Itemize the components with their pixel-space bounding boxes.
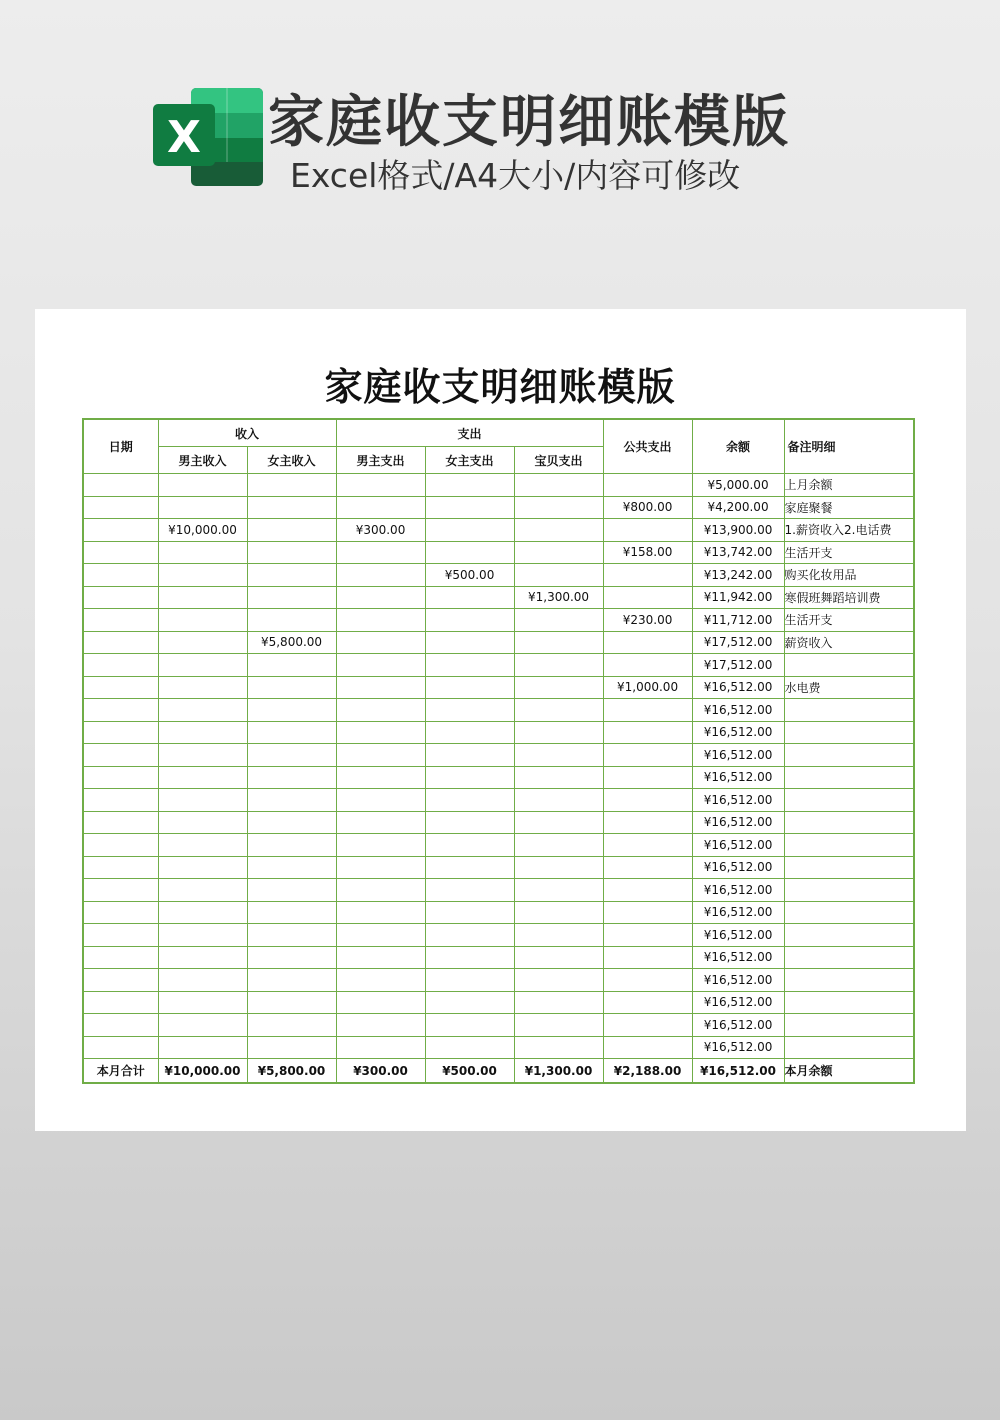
cell-male-income[interactable] bbox=[158, 676, 247, 699]
table-row bbox=[83, 609, 914, 632]
cell-female-income[interactable] bbox=[247, 1036, 336, 1059]
cell-male-expense[interactable] bbox=[336, 1036, 425, 1059]
cell-baby-expense[interactable] bbox=[514, 856, 603, 879]
cell-baby-expense[interactable] bbox=[514, 541, 603, 564]
excel-logo-icon bbox=[153, 86, 263, 188]
cell-public-expense[interactable] bbox=[603, 744, 692, 767]
cell-male-expense[interactable] bbox=[336, 744, 425, 767]
header-baby-expense: 宝贝支出 bbox=[514, 447, 603, 474]
cell-male-expense[interactable]: ¥300.00 bbox=[336, 519, 425, 542]
header-public-expense: 公共支出 bbox=[603, 419, 692, 474]
cell-male-income[interactable] bbox=[158, 946, 247, 969]
cell-female-income[interactable] bbox=[247, 901, 336, 924]
cell-balance[interactable]: ¥11,712.00 bbox=[692, 609, 784, 632]
cell-female-expense[interactable] bbox=[425, 721, 514, 744]
cell-public-expense[interactable] bbox=[603, 834, 692, 857]
cell-public-expense[interactable]: ¥230.00 bbox=[603, 609, 692, 632]
cell-baby-expense[interactable] bbox=[514, 834, 603, 857]
cell-public-expense[interactable] bbox=[603, 1014, 692, 1037]
cell-female-expense[interactable] bbox=[425, 969, 514, 992]
cell-note[interactable]: 水电费 bbox=[784, 676, 914, 699]
cell-note[interactable] bbox=[784, 856, 914, 879]
cell-male-expense[interactable] bbox=[336, 766, 425, 789]
cell-female-income[interactable] bbox=[247, 834, 336, 857]
cell-note[interactable] bbox=[784, 789, 914, 812]
cell-female-expense[interactable]: ¥500.00 bbox=[425, 564, 514, 587]
cell-public-expense[interactable] bbox=[603, 856, 692, 879]
cell-female-expense[interactable] bbox=[425, 924, 514, 947]
cell-public-expense[interactable] bbox=[603, 699, 692, 722]
cell-balance[interactable]: ¥16,512.00 bbox=[692, 676, 784, 699]
table-row bbox=[83, 991, 914, 1014]
cell-female-income[interactable] bbox=[247, 744, 336, 767]
cell-note[interactable] bbox=[784, 654, 914, 677]
table-row bbox=[83, 564, 914, 587]
table-row bbox=[83, 519, 914, 542]
cell-female-expense[interactable] bbox=[425, 1014, 514, 1037]
cell-male-income[interactable] bbox=[158, 969, 247, 992]
cell-female-income[interactable] bbox=[247, 474, 336, 497]
cell-male-income[interactable]: ¥10,000.00 bbox=[158, 519, 247, 542]
cell-balance[interactable]: ¥16,512.00 bbox=[692, 924, 784, 947]
cell-public-expense[interactable] bbox=[603, 879, 692, 902]
table-row bbox=[83, 1014, 914, 1037]
cell-note[interactable] bbox=[784, 924, 914, 947]
cell-date[interactable] bbox=[83, 721, 158, 744]
cell-male-income[interactable] bbox=[158, 654, 247, 677]
cell-public-expense[interactable] bbox=[603, 474, 692, 497]
cell-date[interactable] bbox=[83, 654, 158, 677]
header-income: 收入 bbox=[158, 419, 336, 447]
cell-male-income[interactable] bbox=[158, 586, 247, 609]
table-row bbox=[83, 946, 914, 969]
cell-date[interactable] bbox=[83, 789, 158, 812]
cell-public-expense[interactable]: ¥158.00 bbox=[603, 541, 692, 564]
cell-date[interactable] bbox=[83, 879, 158, 902]
cell-public-expense[interactable] bbox=[603, 1036, 692, 1059]
cell-female-income[interactable] bbox=[247, 811, 336, 834]
cell-note[interactable] bbox=[784, 1014, 914, 1037]
cell-female-expense[interactable] bbox=[425, 766, 514, 789]
cell-female-income[interactable] bbox=[247, 946, 336, 969]
cell-baby-expense[interactable]: ¥1,300.00 bbox=[514, 586, 603, 609]
table-row bbox=[83, 744, 914, 767]
table-row bbox=[83, 969, 914, 992]
total-balance[interactable]: ¥16,512.00 bbox=[692, 1059, 784, 1084]
cell-date[interactable] bbox=[83, 991, 158, 1014]
cell-public-expense[interactable] bbox=[603, 901, 692, 924]
cell-date[interactable] bbox=[83, 519, 158, 542]
cell-male-income[interactable] bbox=[158, 991, 247, 1014]
cell-balance[interactable]: ¥16,512.00 bbox=[692, 789, 784, 812]
cell-female-expense[interactable] bbox=[425, 879, 514, 902]
total-row bbox=[83, 1059, 914, 1084]
cell-balance[interactable]: ¥16,512.00 bbox=[692, 879, 784, 902]
cell-female-expense[interactable] bbox=[425, 811, 514, 834]
cell-female-expense[interactable] bbox=[425, 744, 514, 767]
cell-public-expense[interactable]: ¥1,000.00 bbox=[603, 676, 692, 699]
cell-female-income[interactable] bbox=[247, 541, 336, 564]
cell-male-income[interactable] bbox=[158, 721, 247, 744]
cell-date[interactable] bbox=[83, 924, 158, 947]
cell-balance[interactable]: ¥4,200.00 bbox=[692, 496, 784, 519]
cell-baby-expense[interactable] bbox=[514, 564, 603, 587]
cell-male-expense[interactable] bbox=[336, 609, 425, 632]
total-female-income[interactable]: ¥5,800.00 bbox=[247, 1059, 336, 1084]
cell-female-expense[interactable] bbox=[425, 789, 514, 812]
cell-date[interactable] bbox=[83, 856, 158, 879]
cell-date[interactable] bbox=[83, 699, 158, 722]
cell-note[interactable] bbox=[784, 766, 914, 789]
cell-public-expense[interactable]: ¥800.00 bbox=[603, 496, 692, 519]
cell-female-income[interactable] bbox=[247, 564, 336, 587]
cell-date[interactable] bbox=[83, 541, 158, 564]
cell-date[interactable] bbox=[83, 744, 158, 767]
cell-female-income[interactable] bbox=[247, 991, 336, 1014]
header-male-income: 男主收入 bbox=[158, 447, 247, 474]
cell-male-income[interactable] bbox=[158, 564, 247, 587]
cell-public-expense[interactable] bbox=[603, 811, 692, 834]
cell-public-expense[interactable] bbox=[603, 969, 692, 992]
cell-note[interactable] bbox=[784, 991, 914, 1014]
cell-balance[interactable]: ¥16,512.00 bbox=[692, 744, 784, 767]
table-row bbox=[83, 676, 914, 699]
cell-male-income[interactable] bbox=[158, 901, 247, 924]
cell-male-expense[interactable] bbox=[336, 564, 425, 587]
cell-date[interactable] bbox=[83, 969, 158, 992]
cell-date[interactable] bbox=[83, 1036, 158, 1059]
cell-baby-expense[interactable] bbox=[514, 811, 603, 834]
cell-balance[interactable]: ¥11,942.00 bbox=[692, 586, 784, 609]
cell-balance[interactable]: ¥13,742.00 bbox=[692, 541, 784, 564]
cell-public-expense[interactable] bbox=[603, 586, 692, 609]
cell-baby-expense[interactable] bbox=[514, 631, 603, 654]
cell-female-expense[interactable] bbox=[425, 676, 514, 699]
cell-male-income[interactable] bbox=[158, 1014, 247, 1037]
cell-female-income[interactable] bbox=[247, 969, 336, 992]
cell-male-expense[interactable] bbox=[336, 924, 425, 947]
cell-male-expense[interactable] bbox=[336, 541, 425, 564]
cell-female-income[interactable] bbox=[247, 676, 336, 699]
cell-female-expense[interactable] bbox=[425, 631, 514, 654]
table-row bbox=[83, 496, 914, 519]
cell-female-income[interactable] bbox=[247, 519, 336, 542]
table-row bbox=[83, 766, 914, 789]
cell-male-income[interactable] bbox=[158, 924, 247, 947]
total-note[interactable]: 本月余额 bbox=[784, 1059, 914, 1084]
cell-baby-expense[interactable] bbox=[514, 519, 603, 542]
cell-public-expense[interactable] bbox=[603, 766, 692, 789]
cell-baby-expense[interactable] bbox=[514, 1014, 603, 1037]
cell-male-expense[interactable] bbox=[336, 721, 425, 744]
cell-female-income[interactable] bbox=[247, 586, 336, 609]
cell-baby-expense[interactable] bbox=[514, 991, 603, 1014]
cell-male-income[interactable] bbox=[158, 609, 247, 632]
cell-baby-expense[interactable] bbox=[514, 969, 603, 992]
cell-male-income[interactable] bbox=[158, 699, 247, 722]
cell-female-expense[interactable] bbox=[425, 856, 514, 879]
cell-male-expense[interactable] bbox=[336, 991, 425, 1014]
cell-baby-expense[interactable] bbox=[514, 901, 603, 924]
total-baby-expense[interactable]: ¥1,300.00 bbox=[514, 1059, 603, 1084]
cell-female-expense[interactable] bbox=[425, 496, 514, 519]
ledger-table bbox=[82, 418, 915, 1084]
cell-baby-expense[interactable] bbox=[514, 744, 603, 767]
cell-male-expense[interactable] bbox=[336, 699, 425, 722]
header-female-income: 女主收入 bbox=[247, 447, 336, 474]
table-row bbox=[83, 879, 914, 902]
cell-balance[interactable]: ¥16,512.00 bbox=[692, 969, 784, 992]
cell-female-expense[interactable] bbox=[425, 946, 514, 969]
total-female-expense[interactable]: ¥500.00 bbox=[425, 1059, 514, 1084]
table-row bbox=[83, 654, 914, 677]
cell-female-expense[interactable] bbox=[425, 901, 514, 924]
cell-female-income[interactable] bbox=[247, 699, 336, 722]
cell-date[interactable] bbox=[83, 564, 158, 587]
cell-male-income[interactable] bbox=[158, 789, 247, 812]
cell-baby-expense[interactable] bbox=[514, 879, 603, 902]
cell-note[interactable]: 薪资收入 bbox=[784, 631, 914, 654]
cell-balance[interactable]: ¥16,512.00 bbox=[692, 721, 784, 744]
cell-female-income[interactable] bbox=[247, 1014, 336, 1037]
cell-balance[interactable]: ¥16,512.00 bbox=[692, 1014, 784, 1037]
total-date[interactable]: 本月合计 bbox=[83, 1059, 158, 1084]
cell-female-expense[interactable] bbox=[425, 991, 514, 1014]
cell-male-income[interactable] bbox=[158, 811, 247, 834]
cell-date[interactable] bbox=[83, 1014, 158, 1037]
banner-subtitle: Excel格式/A4大小/内容可修改 bbox=[290, 156, 741, 195]
cell-male-expense[interactable] bbox=[336, 631, 425, 654]
cell-note[interactable] bbox=[784, 879, 914, 902]
cell-male-income[interactable] bbox=[158, 879, 247, 902]
cell-baby-expense[interactable] bbox=[514, 946, 603, 969]
cell-date[interactable] bbox=[83, 676, 158, 699]
cell-male-income[interactable] bbox=[158, 496, 247, 519]
table-row bbox=[83, 856, 914, 879]
cell-female-income[interactable] bbox=[247, 654, 336, 677]
cell-note[interactable] bbox=[784, 744, 914, 767]
cell-note[interactable]: 上月余额 bbox=[784, 474, 914, 497]
cell-note[interactable]: 家庭聚餐 bbox=[784, 496, 914, 519]
cell-note[interactable]: 生活开支 bbox=[784, 541, 914, 564]
cell-male-expense[interactable] bbox=[336, 496, 425, 519]
cell-baby-expense[interactable] bbox=[514, 496, 603, 519]
cell-male-income[interactable] bbox=[158, 856, 247, 879]
cell-baby-expense[interactable] bbox=[514, 654, 603, 677]
cell-male-income[interactable] bbox=[158, 834, 247, 857]
cell-date[interactable] bbox=[83, 609, 158, 632]
cell-male-expense[interactable] bbox=[336, 586, 425, 609]
cell-date[interactable] bbox=[83, 834, 158, 857]
cell-public-expense[interactable] bbox=[603, 519, 692, 542]
cell-public-expense[interactable] bbox=[603, 721, 692, 744]
cell-note[interactable] bbox=[784, 811, 914, 834]
cell-date[interactable] bbox=[83, 586, 158, 609]
cell-note[interactable] bbox=[784, 699, 914, 722]
total-public-expense[interactable]: ¥2,188.00 bbox=[603, 1059, 692, 1084]
excel-logo-letter: X bbox=[167, 112, 201, 163]
cell-female-income[interactable] bbox=[247, 789, 336, 812]
cell-balance[interactable]: ¥17,512.00 bbox=[692, 654, 784, 677]
cell-male-expense[interactable] bbox=[336, 969, 425, 992]
cell-balance[interactable]: ¥16,512.00 bbox=[692, 1036, 784, 1059]
cell-female-expense[interactable] bbox=[425, 519, 514, 542]
cell-male-expense[interactable] bbox=[336, 834, 425, 857]
header-balance: 余额 bbox=[692, 419, 784, 474]
cell-male-income[interactable] bbox=[158, 766, 247, 789]
table-row bbox=[83, 901, 914, 924]
cell-baby-expense[interactable] bbox=[514, 1036, 603, 1059]
cell-balance[interactable]: ¥13,242.00 bbox=[692, 564, 784, 587]
cell-male-expense[interactable] bbox=[336, 856, 425, 879]
cell-male-expense[interactable] bbox=[336, 901, 425, 924]
cell-balance[interactable]: ¥16,512.00 bbox=[692, 834, 784, 857]
cell-balance[interactable]: ¥13,900.00 bbox=[692, 519, 784, 542]
cell-note[interactable]: 购买化妆用品 bbox=[784, 564, 914, 587]
cell-public-expense[interactable] bbox=[603, 789, 692, 812]
cell-date[interactable] bbox=[83, 901, 158, 924]
cell-public-expense[interactable] bbox=[603, 631, 692, 654]
table-row bbox=[83, 474, 914, 497]
cell-public-expense[interactable] bbox=[603, 564, 692, 587]
header-female-expense: 女主支出 bbox=[425, 447, 514, 474]
cell-balance[interactable]: ¥16,512.00 bbox=[692, 699, 784, 722]
cell-female-expense[interactable] bbox=[425, 1036, 514, 1059]
cell-note[interactable]: 生活开支 bbox=[784, 609, 914, 632]
cell-male-expense[interactable] bbox=[336, 811, 425, 834]
total-male-expense[interactable]: ¥300.00 bbox=[336, 1059, 425, 1084]
cell-note[interactable] bbox=[784, 834, 914, 857]
total-male-income[interactable]: ¥10,000.00 bbox=[158, 1059, 247, 1084]
cell-baby-expense[interactable] bbox=[514, 474, 603, 497]
cell-balance[interactable]: ¥16,512.00 bbox=[692, 766, 784, 789]
cell-male-expense[interactable] bbox=[336, 789, 425, 812]
cell-date[interactable] bbox=[83, 811, 158, 834]
table-row bbox=[83, 789, 914, 812]
cell-female-expense[interactable] bbox=[425, 654, 514, 677]
table-row bbox=[83, 924, 914, 947]
cell-balance[interactable]: ¥16,512.00 bbox=[692, 901, 784, 924]
cell-balance[interactable]: ¥5,000.00 bbox=[692, 474, 784, 497]
cell-public-expense[interactable] bbox=[603, 991, 692, 1014]
table-row bbox=[83, 541, 914, 564]
cell-male-expense[interactable] bbox=[336, 879, 425, 902]
cell-baby-expense[interactable] bbox=[514, 924, 603, 947]
cell-baby-expense[interactable] bbox=[514, 721, 603, 744]
cell-male-income[interactable] bbox=[158, 631, 247, 654]
ledger-body bbox=[83, 474, 914, 1084]
cell-female-income[interactable]: ¥5,800.00 bbox=[247, 631, 336, 654]
table-row bbox=[83, 834, 914, 857]
table-row bbox=[83, 721, 914, 744]
cell-note[interactable]: 寒假班舞蹈培训费 bbox=[784, 586, 914, 609]
cell-note[interactable] bbox=[784, 969, 914, 992]
header-note: 备注明细 bbox=[784, 419, 914, 474]
cell-female-expense[interactable] bbox=[425, 586, 514, 609]
cell-male-expense[interactable] bbox=[336, 474, 425, 497]
cell-female-income[interactable] bbox=[247, 609, 336, 632]
sheet-title: 家庭收支明细账模版 bbox=[324, 365, 676, 409]
cell-balance[interactable]: ¥16,512.00 bbox=[692, 811, 784, 834]
header-male-expense: 男主支出 bbox=[336, 447, 425, 474]
cell-note[interactable] bbox=[784, 946, 914, 969]
cell-male-expense[interactable] bbox=[336, 1014, 425, 1037]
cell-baby-expense[interactable] bbox=[514, 609, 603, 632]
cell-balance[interactable]: ¥17,512.00 bbox=[692, 631, 784, 654]
cell-balance[interactable]: ¥16,512.00 bbox=[692, 991, 784, 1014]
table-row bbox=[83, 699, 914, 722]
cell-female-income[interactable] bbox=[247, 721, 336, 744]
cell-date[interactable] bbox=[83, 766, 158, 789]
cell-baby-expense[interactable] bbox=[514, 699, 603, 722]
cell-date[interactable] bbox=[83, 474, 158, 497]
cell-public-expense[interactable] bbox=[603, 946, 692, 969]
cell-baby-expense[interactable] bbox=[514, 676, 603, 699]
cell-male-expense[interactable] bbox=[336, 946, 425, 969]
table-row bbox=[83, 586, 914, 609]
cell-baby-expense[interactable] bbox=[514, 766, 603, 789]
cell-public-expense[interactable] bbox=[603, 654, 692, 677]
header-row-1 bbox=[83, 419, 914, 447]
table-row bbox=[83, 1036, 914, 1059]
cell-balance[interactable]: ¥16,512.00 bbox=[692, 946, 784, 969]
cell-female-income[interactable] bbox=[247, 879, 336, 902]
header-expense: 支出 bbox=[336, 419, 603, 447]
cell-public-expense[interactable] bbox=[603, 924, 692, 947]
cell-male-income[interactable] bbox=[158, 541, 247, 564]
cell-female-income[interactable] bbox=[247, 496, 336, 519]
cell-note[interactable] bbox=[784, 901, 914, 924]
cell-male-income[interactable] bbox=[158, 474, 247, 497]
cell-male-expense[interactable] bbox=[336, 676, 425, 699]
cell-date[interactable] bbox=[83, 946, 158, 969]
cell-female-expense[interactable] bbox=[425, 541, 514, 564]
cell-female-income[interactable] bbox=[247, 766, 336, 789]
cell-balance[interactable]: ¥16,512.00 bbox=[692, 856, 784, 879]
cell-date[interactable] bbox=[83, 631, 158, 654]
cell-male-income[interactable] bbox=[158, 744, 247, 767]
cell-male-expense[interactable] bbox=[336, 654, 425, 677]
cell-female-expense[interactable] bbox=[425, 699, 514, 722]
cell-note[interactable] bbox=[784, 1036, 914, 1059]
cell-female-expense[interactable] bbox=[425, 834, 514, 857]
cell-baby-expense[interactable] bbox=[514, 789, 603, 812]
banner-title: 家庭收支明细账模版 bbox=[268, 90, 790, 155]
cell-female-income[interactable] bbox=[247, 856, 336, 879]
cell-note[interactable] bbox=[784, 721, 914, 744]
header-date: 日期 bbox=[83, 419, 158, 474]
cell-female-income[interactable] bbox=[247, 924, 336, 947]
cell-female-expense[interactable] bbox=[425, 609, 514, 632]
table-row bbox=[83, 631, 914, 654]
cell-male-income[interactable] bbox=[158, 1036, 247, 1059]
cell-female-expense[interactable] bbox=[425, 474, 514, 497]
table-row bbox=[83, 811, 914, 834]
cell-date[interactable] bbox=[83, 496, 158, 519]
cell-note[interactable]: 1.薪资收入2.电话费 bbox=[784, 519, 914, 542]
